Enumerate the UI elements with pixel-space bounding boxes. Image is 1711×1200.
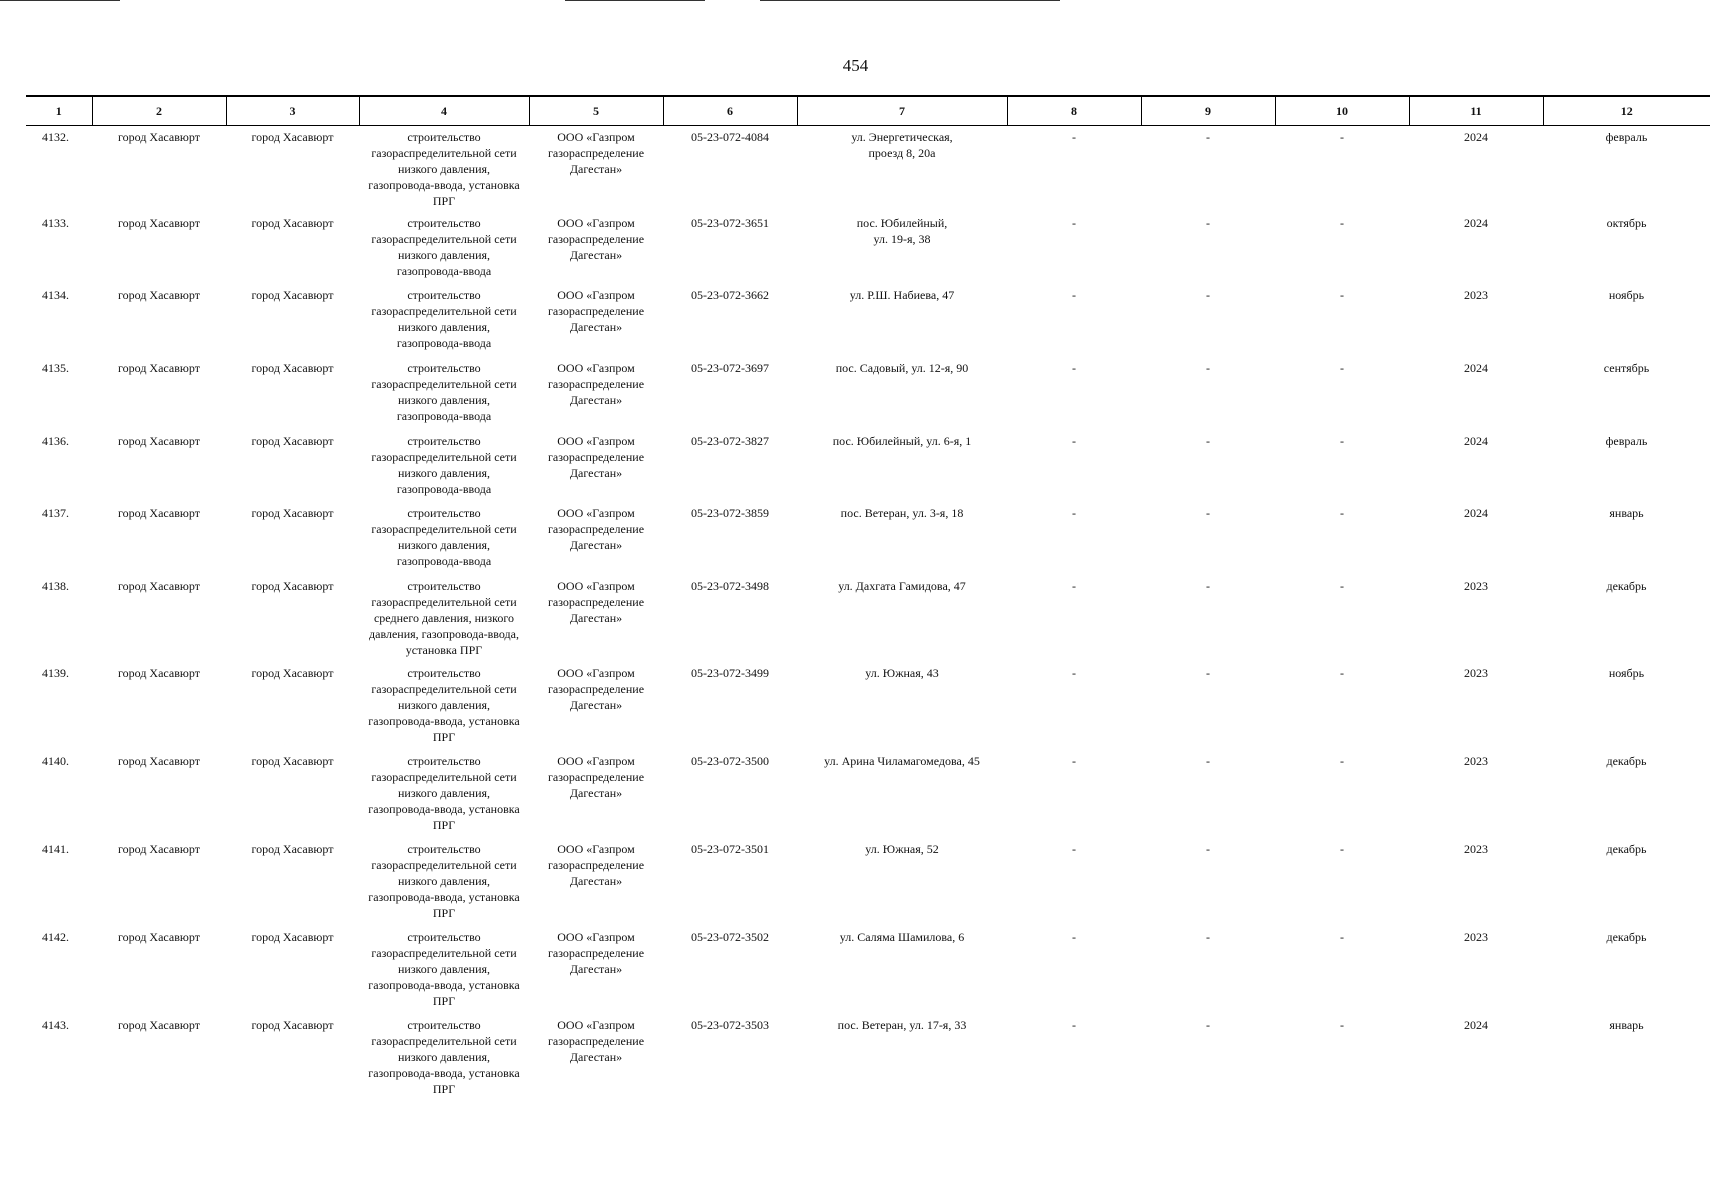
object-code-cell: 05-23-072-3859 xyxy=(691,505,769,520)
object-code-cell: 05-23-072-3498 xyxy=(691,578,769,593)
work-description-cell: строительство газораспределительной сети низкого давления, газопровода-ввода xyxy=(371,505,517,568)
object-code-cell: 05-23-072-3501 xyxy=(691,841,769,856)
month-cell: сентябрь xyxy=(1603,360,1650,375)
column-8-value-cell: - xyxy=(1072,130,1076,144)
column-header: 6 xyxy=(663,96,797,126)
organization-cell: ООО «Газпром газораспределение Дагестан» xyxy=(547,578,645,625)
column-header: 5 xyxy=(529,96,663,126)
work-description-cell: строительство газораспределительной сети низкого давления, газопровода-ввода xyxy=(371,360,517,423)
month-cell: декабрь xyxy=(1606,578,1647,593)
table-row xyxy=(26,838,1710,926)
address-cell: пос. Юбилейный, ул. 6-я, 1 xyxy=(832,433,972,448)
row-number-cell: 4134. xyxy=(42,287,69,302)
year-cell: 2023 xyxy=(1464,287,1488,302)
object-code-cell: 05-23-072-3499 xyxy=(691,665,769,680)
municipality-cell: город Хасавюрт xyxy=(118,841,200,856)
municipality-cell: город Хасавюрт xyxy=(118,929,200,944)
column-9-value-cell: - xyxy=(1206,360,1210,375)
object-code-cell: 05-23-072-3502 xyxy=(691,929,769,944)
row-number-cell: 4135. xyxy=(42,360,69,375)
row-number-cell: 4137. xyxy=(42,505,69,520)
settlement-cell: город Хасавюрт xyxy=(251,505,334,520)
object-code-cell: 05-23-072-3500 xyxy=(691,753,769,768)
row-number-cell: 4142. xyxy=(42,929,69,944)
table-row xyxy=(26,212,1710,284)
month-cell: январь xyxy=(1609,505,1644,520)
table-body xyxy=(26,126,1710,1104)
row-number-cell: 4143. xyxy=(42,1017,69,1032)
municipality-cell: город Хасавюрт xyxy=(118,287,200,302)
month-cell: декабрь xyxy=(1606,753,1647,768)
month-cell: февраль xyxy=(1605,433,1648,448)
column-header: 7 xyxy=(797,96,1007,126)
column-9-value-cell: - xyxy=(1206,753,1210,768)
settlement-cell: город Хасавюрт xyxy=(251,841,334,856)
municipality-cell: город Хасавюрт xyxy=(118,505,200,520)
scan-edge-line xyxy=(565,0,705,1)
month-cell: февраль xyxy=(1605,130,1648,144)
address-cell: ул. Энергетическая, проезд 8, 20а xyxy=(851,130,953,160)
organization-cell: ООО «Газпром газораспределение Дагестан» xyxy=(547,505,645,552)
month-cell: январь xyxy=(1609,1017,1644,1032)
work-description-cell: строительство газораспределительной сети низкого давления, газопровода-ввода, установка ПРГ xyxy=(368,1017,520,1096)
organization-cell: ООО «Газпром газораспределение Дагестан» xyxy=(547,215,645,262)
settlement-cell: город Хасавюрт xyxy=(251,287,334,302)
column-9-value-cell: - xyxy=(1206,665,1210,680)
address-cell: ул. Арина Чиламагомедова, 45 xyxy=(824,753,980,768)
scan-edge-line xyxy=(760,0,1060,1)
column-10-value-cell: - xyxy=(1340,578,1344,593)
column-10-value-cell: - xyxy=(1340,665,1344,680)
row-number-cell: 4136. xyxy=(42,433,69,448)
column-header: 10 xyxy=(1275,96,1409,126)
work-description-cell: строительство газораспределительной сети низкого давления, газопровода-ввода xyxy=(371,433,517,496)
work-description-cell: строительство газораспределительной сети среднего давления, низкого давления, газопровода-ввода, установка ПРГ xyxy=(369,578,519,657)
settlement-cell: город Хасавюрт xyxy=(251,753,334,768)
address-cell: ул. Южная, 52 xyxy=(865,841,939,856)
object-code-cell: 05-23-072-4084 xyxy=(691,130,769,144)
table-row xyxy=(26,502,1710,575)
column-8-value-cell: - xyxy=(1072,665,1076,680)
table-row xyxy=(26,357,1710,430)
row-number-cell: 4133. xyxy=(42,215,69,230)
column-8-value-cell: - xyxy=(1072,360,1076,375)
column-8-value-cell: - xyxy=(1072,215,1076,230)
column-10-value-cell: - xyxy=(1340,287,1344,302)
table-row xyxy=(26,575,1710,662)
scan-edge-line xyxy=(0,0,120,1)
object-code-cell: 05-23-072-3503 xyxy=(691,1017,769,1032)
address-cell: пос. Садовый, ул. 12-я, 90 xyxy=(835,360,969,375)
settlement-cell: город Хасавюрт xyxy=(251,215,334,230)
column-9-value-cell: - xyxy=(1206,578,1210,593)
settlement-cell: город Хасавюрт xyxy=(251,130,334,144)
work-description-cell: строительство газораспределительной сети низкого давления, газопровода-ввода, установка ПРГ xyxy=(368,753,520,832)
table-row xyxy=(26,284,1710,357)
column-header: 12 xyxy=(1543,96,1710,126)
address-cell: ул. Дахгата Гамидова, 47 xyxy=(838,578,966,593)
object-code-cell: 05-23-072-3651 xyxy=(691,215,769,230)
table-row xyxy=(26,126,1710,212)
column-10-value-cell: - xyxy=(1340,753,1344,768)
column-10-value-cell: - xyxy=(1340,360,1344,375)
work-description-cell: строительство газораспределительной сети низкого давления, газопровода-ввода xyxy=(371,215,517,278)
column-8-value-cell: - xyxy=(1072,841,1076,856)
column-header: 2 xyxy=(92,96,226,126)
address-cell: ул. Саляма Шамилова, 6 xyxy=(839,929,965,944)
column-9-value-cell: - xyxy=(1206,505,1210,520)
row-number-cell: 4140. xyxy=(42,753,69,768)
year-cell: 2024 xyxy=(1464,215,1488,230)
column-header: 9 xyxy=(1141,96,1275,126)
municipality-cell: город Хасавюрт xyxy=(118,433,200,448)
object-code-cell: 05-23-072-3662 xyxy=(691,287,769,302)
table-row xyxy=(26,926,1710,1014)
row-number-cell: 4141. xyxy=(42,841,69,856)
column-header: 11 xyxy=(1409,96,1543,126)
settlement-cell: город Хасавюрт xyxy=(251,578,334,593)
column-number-header xyxy=(26,96,1710,126)
organization-cell: ООО «Газпром газораспределение Дагестан» xyxy=(547,841,645,888)
month-cell: ноябрь xyxy=(1608,665,1645,680)
row-number-cell: 4132. xyxy=(42,130,69,144)
address-cell: пос. Юбилейный, ул. 19-я, 38 xyxy=(856,215,948,246)
column-8-value-cell: - xyxy=(1072,1017,1076,1032)
column-9-value-cell: - xyxy=(1206,929,1210,944)
column-header: 1 xyxy=(26,96,92,126)
page-number: 454 xyxy=(842,56,869,75)
column-9-value-cell: - xyxy=(1206,130,1210,144)
column-10-value-cell: - xyxy=(1340,215,1344,230)
column-8-value-cell: - xyxy=(1072,578,1076,593)
column-10-value-cell: - xyxy=(1340,841,1344,856)
column-9-value-cell: - xyxy=(1206,433,1210,448)
organization-cell: ООО «Газпром газораспределение Дагестан» xyxy=(547,665,645,712)
organization-cell: ООО «Газпром газораспределение Дагестан» xyxy=(547,753,645,800)
address-cell: пос. Ветеран, ул. 3-я, 18 xyxy=(840,505,964,520)
settlement-cell: город Хасавюрт xyxy=(251,360,334,375)
year-cell: 2023 xyxy=(1464,753,1488,768)
work-description-cell: строительство газораспределительной сети низкого давления, газопровода-ввода, установка ПРГ xyxy=(368,841,520,920)
column-10-value-cell: - xyxy=(1340,505,1344,520)
column-8-value-cell: - xyxy=(1072,753,1076,768)
municipality-cell: город Хасавюрт xyxy=(118,215,200,230)
year-cell: 2024 xyxy=(1464,433,1488,448)
object-code-cell: 05-23-072-3827 xyxy=(691,433,769,448)
row-number-cell: 4139. xyxy=(42,665,69,680)
work-description-cell: строительство газораспределительной сети низкого давления, газопровода-ввода, установка ПРГ xyxy=(368,130,520,208)
object-code-cell: 05-23-072-3697 xyxy=(691,360,769,375)
table-row xyxy=(26,430,1710,502)
municipality-cell: город Хасавюрт xyxy=(118,665,200,680)
registry-table xyxy=(26,95,1710,1104)
organization-cell: ООО «Газпром газораспределение Дагестан» xyxy=(547,130,645,176)
organization-cell: ООО «Газпром газораспределение Дагестан» xyxy=(547,287,645,334)
month-cell: декабрь xyxy=(1606,841,1647,856)
year-cell: 2023 xyxy=(1464,929,1488,944)
year-cell: 2023 xyxy=(1464,578,1488,593)
organization-cell: ООО «Газпром газораспределение Дагестан» xyxy=(547,929,645,976)
year-cell: 2024 xyxy=(1464,1017,1488,1032)
work-description-cell: строительство газораспределительной сети низкого давления, газопровода-ввода, установка ПРГ xyxy=(368,665,520,744)
column-9-value-cell: - xyxy=(1206,841,1210,856)
month-cell: декабрь xyxy=(1606,929,1647,944)
settlement-cell: город Хасавюрт xyxy=(251,665,334,680)
column-8-value-cell: - xyxy=(1072,433,1076,448)
month-cell: ноябрь xyxy=(1608,287,1645,302)
row-number-cell: 4138. xyxy=(42,578,69,593)
table-row xyxy=(26,1014,1710,1104)
work-description-cell: строительство газораспределительной сети низкого давления, газопровода-ввода, установка ПРГ xyxy=(368,929,520,1008)
column-9-value-cell: - xyxy=(1206,215,1210,230)
organization-cell: ООО «Газпром газораспределение Дагестан» xyxy=(547,360,645,407)
municipality-cell: город Хасавюрт xyxy=(118,1017,200,1032)
column-header: 8 xyxy=(1007,96,1141,126)
year-cell: 2023 xyxy=(1464,841,1488,856)
column-8-value-cell: - xyxy=(1072,505,1076,520)
column-header: 3 xyxy=(226,96,359,126)
address-cell: пос. Ветеран, ул. 17-я, 33 xyxy=(837,1017,967,1032)
column-8-value-cell: - xyxy=(1072,287,1076,302)
municipality-cell: город Хасавюрт xyxy=(118,360,200,375)
column-10-value-cell: - xyxy=(1340,433,1344,448)
column-header: 4 xyxy=(359,96,529,126)
month-cell: октябрь xyxy=(1606,215,1647,230)
year-cell: 2023 xyxy=(1464,665,1488,680)
year-cell: 2024 xyxy=(1464,130,1488,144)
work-description-cell: строительство газораспределительной сети низкого давления, газопровода-ввода xyxy=(371,287,517,350)
municipality-cell: город Хасавюрт xyxy=(118,578,200,593)
column-9-value-cell: - xyxy=(1206,287,1210,302)
settlement-cell: город Хасавюрт xyxy=(251,433,334,448)
year-cell: 2024 xyxy=(1464,360,1488,375)
address-cell: ул. Р.Ш. Набиева, 47 xyxy=(849,287,955,302)
column-9-value-cell: - xyxy=(1206,1017,1210,1032)
year-cell: 2024 xyxy=(1464,505,1488,520)
municipality-cell: город Хасавюрт xyxy=(118,753,200,768)
organization-cell: ООО «Газпром газораспределение Дагестан» xyxy=(547,433,645,480)
municipality-cell: город Хасавюрт xyxy=(118,130,200,144)
settlement-cell: город Хасавюрт xyxy=(251,929,334,944)
organization-cell: ООО «Газпром газораспределение Дагестан» xyxy=(547,1017,645,1064)
table-row xyxy=(26,750,1710,838)
column-10-value-cell: - xyxy=(1340,130,1344,144)
table-row xyxy=(26,662,1710,750)
address-cell: ул. Южная, 43 xyxy=(865,665,939,680)
column-8-value-cell: - xyxy=(1072,929,1076,944)
column-10-value-cell: - xyxy=(1340,1017,1344,1032)
settlement-cell: город Хасавюрт xyxy=(251,1017,334,1032)
column-10-value-cell: - xyxy=(1340,929,1344,944)
